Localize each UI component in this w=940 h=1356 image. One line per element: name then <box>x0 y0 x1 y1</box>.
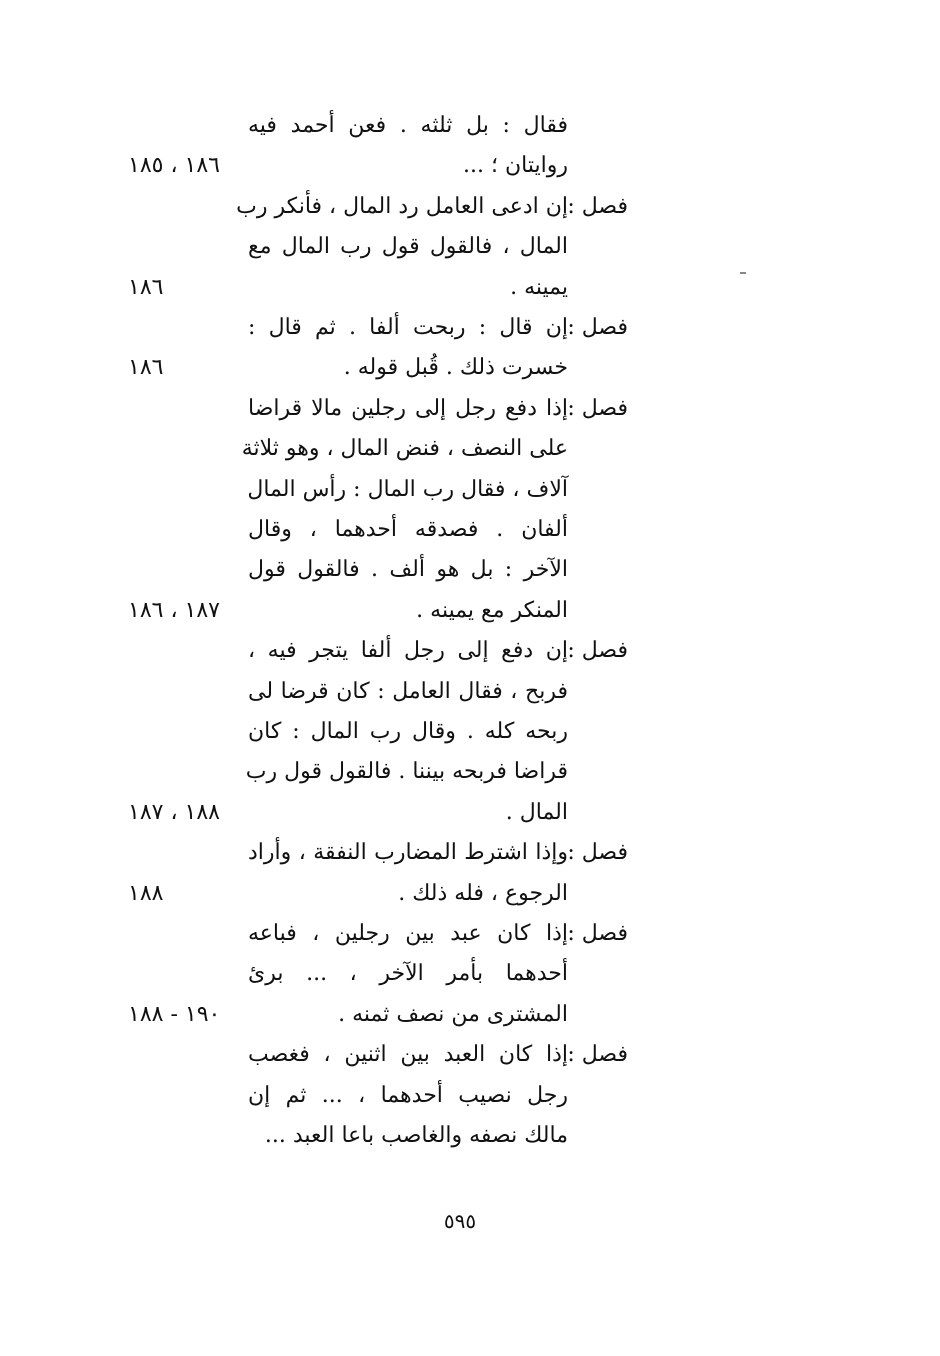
entry-text-line: إن قال : ربحت ألفا . ثم قال : <box>248 315 568 340</box>
entry-text-line: المشترى من نصف ثمنه . <box>338 1001 568 1027</box>
page-reference: ١٨٨ ، ١٨٧ <box>128 799 220 825</box>
entry-text-line: المال ، فالقول قول رب المال مع <box>248 234 568 260</box>
entry-text-line: على النصف ، فنض المال ، وهو ثلاثة <box>241 436 568 462</box>
entry-text-line: رجل نصيب أحدهما ، ... ثم إن <box>248 1082 568 1108</box>
scan-speck <box>740 272 746 274</box>
entry-text-line: خسرت ذلك . قُبل قوله . <box>343 355 568 381</box>
page-reference: ١٨٦ <box>128 274 164 300</box>
entry-text-line: قراضا فربحه بيننا . فالقول قول رب <box>245 759 568 785</box>
page-reference: ١٨٧ ، ١٨٦ <box>128 597 220 623</box>
page-reference: ١٨٦ ، ١٨٥ <box>128 153 220 179</box>
entry-text-line: فقال : بل ثلثه . فعن أحمد فيه <box>248 113 568 138</box>
entry-text-line: ربحه كله . وقال رب المال : كان <box>248 719 568 744</box>
page-reference: ١٨٨ <box>128 880 164 906</box>
entry-text-line: إذا دفع رجل إلى رجلين مالا قراضا <box>248 395 568 421</box>
section-label: فصل : <box>567 1042 628 1068</box>
section-label: فصل : <box>567 315 628 340</box>
entry-text-line: آلاف ، فقال رب المال : رأس المال <box>247 476 568 502</box>
section-label: فصل : <box>567 921 628 946</box>
section-label: فصل : <box>567 193 628 219</box>
entry-text-line: المال . <box>505 799 568 825</box>
entry-text-line: يمينه . <box>510 274 568 300</box>
entry-text-line: إن دفع إلى رجل ألفا يتجر فيه ، <box>248 638 568 664</box>
entry-text-line: ألفان . فصدقه أحدهما ، وقال <box>248 517 568 542</box>
entry-text-line: الرجوع ، فله ذلك . <box>398 880 568 906</box>
entry-text-line: مالك نصفه والغاصب باعا العبد ... <box>264 1123 568 1148</box>
entry-text-line: روايتان ؛ ... <box>463 153 568 179</box>
entry-text-line: وإذا اشترط المضارب النفقة ، وأراد <box>248 840 568 866</box>
entry-text-line: أحدهما بأمر الآخر ، ... برئ <box>248 961 568 987</box>
entry-text-line: إن ادعى العامل رد المال ، فأنكر رب <box>236 193 568 219</box>
entry-text-line: فربح ، فقال العامل : كان قرضا لى <box>248 678 568 704</box>
section-label: فصل : <box>567 840 628 866</box>
entry-text-line: إذا كان العبد بين اثنين ، فغصب <box>248 1042 568 1068</box>
page-reference: ١٩٠ - ١٨٨ <box>128 1001 221 1027</box>
section-label: فصل : <box>567 395 628 421</box>
section-label: فصل : <box>567 638 628 664</box>
page-reference: ١٨٦ <box>128 355 164 381</box>
entry-text-line: الآخر : بل هو ألف . فالقول قول <box>248 557 568 583</box>
entry-text-line: إذا كان عبد بين رجلين ، فباعه <box>248 921 568 946</box>
entry-text-line: المنكر مع يمينه . <box>416 597 568 623</box>
page-number: ٥٩٥ <box>443 1209 477 1233</box>
